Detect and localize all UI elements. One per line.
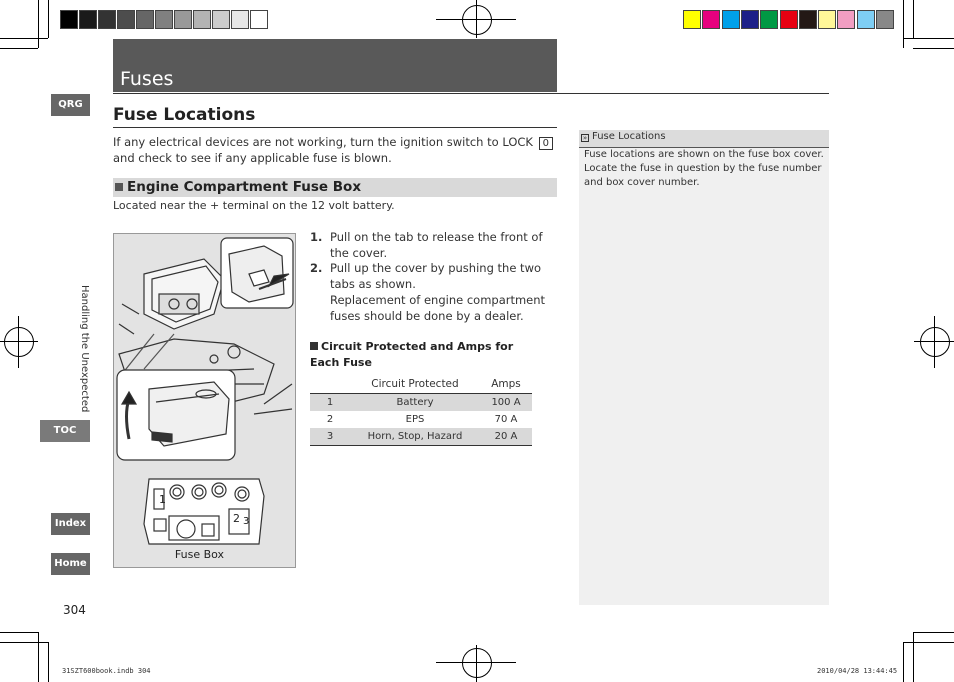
step-note: [330, 292, 560, 324]
gray-swatch: [212, 10, 230, 29]
registration-mark-icon: [920, 327, 950, 357]
step-2-text: Pull up the cover by pushing the two tabs as shown.: [330, 261, 542, 291]
color-swatch: [683, 10, 701, 29]
lock-symbol: 0: [539, 137, 553, 150]
color-swatch: [741, 10, 759, 29]
intro-paragraph: [113, 135, 557, 166]
step-1: [310, 229, 558, 261]
gray-swatch: [231, 10, 249, 29]
heading-rule: [113, 127, 557, 128]
fuse-table: [310, 375, 532, 446]
subsection-title: Engine Compartment Fuse Box: [127, 179, 362, 195]
fuse-number-3: 3: [243, 516, 250, 527]
step-2: [310, 260, 558, 292]
gray-swatch: [79, 10, 97, 29]
page-number: 304: [63, 603, 86, 617]
section-heading: Fuse Locations: [113, 105, 256, 125]
gray-swatch: [155, 10, 173, 29]
color-swatch: [722, 10, 740, 29]
header-rule: [113, 93, 829, 94]
home-tab[interactable]: Home: [51, 553, 90, 575]
subsection-bar: [113, 178, 557, 197]
table-row: [310, 428, 532, 446]
gray-swatch: [193, 10, 211, 29]
figure-caption: Fuse Box: [174, 548, 225, 561]
color-swatch: [818, 10, 836, 29]
note-title: Fuse Locations: [592, 131, 666, 142]
engine-compartment-illustration: [114, 234, 295, 567]
gray-swatch: [250, 10, 268, 29]
step-1-number: 1.: [310, 230, 323, 244]
fuse-number: 1: [310, 394, 350, 412]
location-text: Located near the + terminal on the 12 volt battery.: [113, 199, 395, 212]
step-note-text: Replacement of engine compartment fuses should be done by a dealer.: [330, 293, 546, 323]
color-swatch: [780, 10, 798, 29]
page-title-bar: [113, 39, 557, 92]
gray-swatch: [136, 10, 154, 29]
gray-swatch: [117, 10, 135, 29]
header-circuit: Circuit Protected: [350, 375, 480, 394]
registration-mark-icon: [4, 327, 34, 357]
circuit-name: Horn, Stop, Hazard: [350, 428, 480, 446]
chapter-label: Handling the Unexpected: [79, 285, 90, 413]
gray-swatch: [60, 10, 78, 29]
qrg-tab[interactable]: QRG: [51, 94, 90, 116]
fuse-number: 2: [326, 414, 334, 425]
color-swatch: [702, 10, 720, 29]
table-header-row: [310, 375, 532, 394]
header-number: [310, 375, 350, 394]
table-row: [310, 394, 532, 412]
index-tab[interactable]: Index: [51, 513, 90, 535]
registration-mark-icon: [462, 648, 492, 678]
gray-swatch: [98, 10, 116, 29]
amps-value: 70 A: [494, 414, 518, 425]
note-panel: [579, 130, 829, 605]
reference-arrow-icon: »: [582, 134, 588, 142]
registration-mark-icon: [462, 5, 492, 35]
color-swatch: [760, 10, 778, 29]
square-bullet-icon: [115, 183, 123, 191]
intro-text-2: and check to see if any applicable fuse is blown.: [113, 150, 392, 165]
note-body: Fuse locations are shown on the fuse box cover. Locate the fuse in question by the fuse number and box cover number.: [584, 149, 824, 188]
square-bullet-icon: [310, 342, 318, 350]
circuit-name: EPS: [405, 414, 425, 425]
circuit-name: Battery: [350, 394, 480, 412]
color-swatch: [837, 10, 855, 29]
page-title: Fuses: [120, 68, 174, 90]
color-swatch: [876, 10, 894, 29]
fuse-number: 3: [310, 428, 350, 446]
amps-value: 20 A: [480, 428, 532, 446]
fuse-number-2: 2: [233, 512, 240, 525]
table-row: [310, 411, 532, 428]
header-amps: Amps: [480, 375, 532, 394]
color-swatch: [857, 10, 875, 29]
intro-text-1: If any electrical devices are not working, turn the ignition switch to LOCK: [113, 135, 533, 149]
table-title-text: Circuit Protected and Amps for Each Fuse: [310, 340, 514, 369]
note-header: [579, 130, 829, 148]
footer-file: 31SZT600book.indb 304: [62, 667, 151, 675]
amps-value: 100 A: [480, 394, 532, 412]
step-2-number: 2.: [310, 261, 323, 275]
table-title: [310, 339, 540, 371]
toc-tab[interactable]: TOC: [40, 420, 90, 442]
color-swatch: [799, 10, 817, 29]
fuse-box-figure: [113, 233, 296, 568]
step-1-text: Pull on the tab to release the front of the cover.: [330, 230, 543, 260]
footer-datetime: 2010/04/28 13:44:45: [817, 667, 898, 675]
fuse-number-1: 1: [159, 493, 166, 506]
gray-swatch: [174, 10, 192, 29]
